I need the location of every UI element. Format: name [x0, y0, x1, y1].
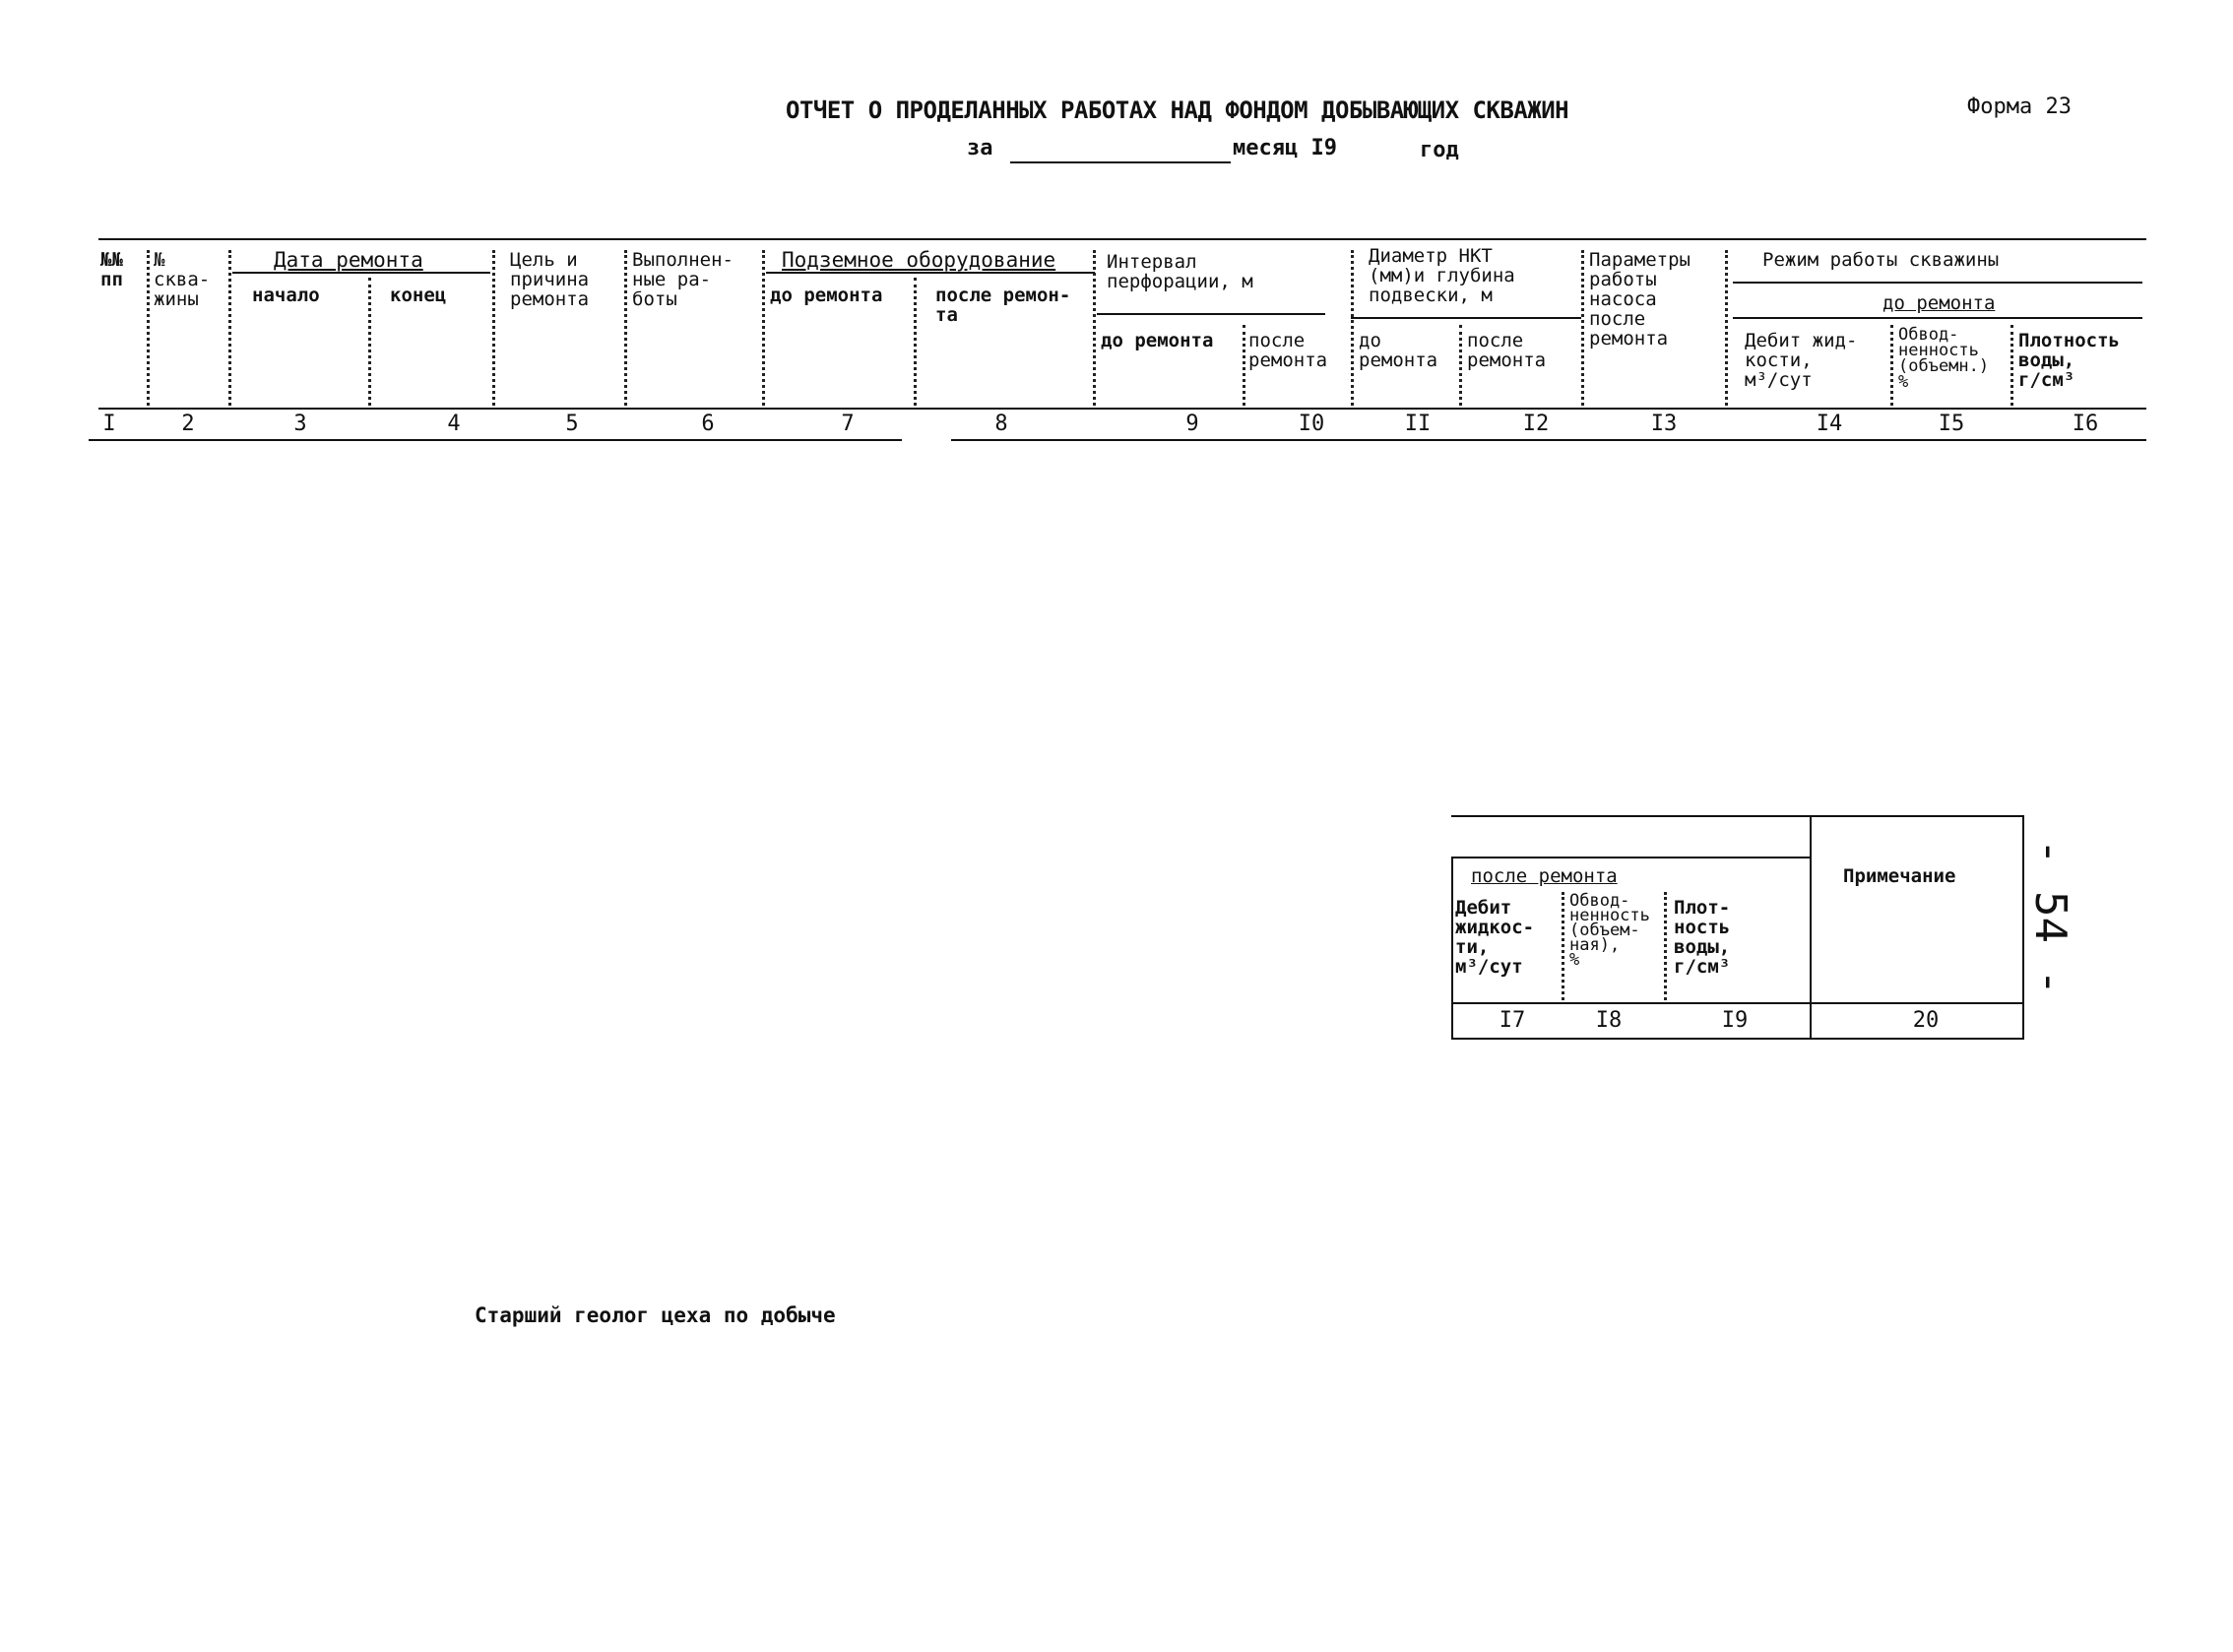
col-sep-9 — [1243, 325, 1245, 406]
form-number: Форма 23 — [1967, 95, 2072, 119]
table1-top-rule — [98, 238, 2146, 240]
table1-numbers-rule-right — [951, 439, 2146, 441]
colnum-19: I9 — [1721, 1008, 1749, 1033]
equip-group-rule — [766, 272, 1095, 274]
table2-right-border — [2022, 815, 2024, 1040]
col-sep-4 — [492, 250, 495, 406]
colnum-12: I2 — [1522, 412, 1550, 436]
mode-group-label: Режим работы скважины — [1762, 249, 2000, 271]
perf-group-label: Интервал перфорации, м — [1107, 251, 1253, 292]
colnum-7: 7 — [841, 412, 855, 436]
col-well-number: № сква- жины — [154, 249, 211, 310]
colnum-18: I8 — [1595, 1008, 1623, 1033]
col-end-date: конец — [390, 285, 447, 306]
colnum-1: I — [102, 412, 116, 436]
col-sep-6 — [762, 250, 765, 406]
table2-col-sep-1 — [1562, 892, 1564, 1000]
colnum-4: 4 — [447, 412, 461, 436]
col-perf-before: до ремонта — [1101, 330, 1214, 351]
col-liquid-rate-before: Дебит жид- кости, м³/сут — [1745, 330, 1858, 391]
nkt-group-rule — [1351, 317, 1581, 319]
col-liquid-rate-after: Дебит жидкос- ти, м³/сут — [1455, 897, 1535, 978]
col-nkt-before: до ремонта — [1359, 330, 1438, 371]
after-group-label: после ремонта — [1471, 865, 1618, 887]
colnum-2: 2 — [181, 412, 195, 436]
table2-col-sep-2 — [1664, 892, 1667, 1000]
colnum-5: 5 — [565, 412, 579, 436]
colnum-6: 6 — [701, 412, 715, 436]
col-sep-13 — [1725, 250, 1728, 406]
col-sep-14 — [1890, 325, 1893, 406]
colnum-13: I3 — [1650, 412, 1678, 436]
page-number: - 54 - — [2025, 839, 2075, 995]
col-pump-params: Параметры работы насоса после ремонта — [1589, 249, 1691, 349]
table2-bottom-rule — [1451, 1038, 2024, 1040]
period-prefix: за — [967, 136, 993, 160]
table1-numbers-rule-left — [89, 439, 902, 441]
month-year-label: месяц I9 — [1233, 136, 1337, 160]
col-sep-7 — [914, 278, 917, 406]
col-water-cut-before: Обвод- ненность (объемн.) % — [1898, 325, 1990, 392]
col-work-done: Выполнен- ные ра- боты — [632, 249, 734, 310]
colnum-20: 20 — [1912, 1008, 1940, 1033]
colnum-9: 9 — [1185, 412, 1199, 436]
col-equip-before: до ремонта — [770, 285, 883, 306]
nkt-group-label: Диаметр НКТ (мм)и глубина подвески, м — [1369, 245, 1515, 306]
table2-notes-left-border — [1810, 815, 1812, 1038]
col-water-density-after: Плот- ность воды, г/см³ — [1674, 897, 1731, 978]
colnum-3: 3 — [293, 412, 307, 436]
table2-header-bottom-rule — [1451, 1002, 2024, 1004]
report-title: ОТЧЕТ О ПРОДЕЛАННЫХ РАБОТАХ НАД ФОНДОМ ДОБЫВАЮЩИХ СКВАЖИН — [786, 96, 1569, 124]
col-sep-10 — [1351, 250, 1354, 406]
col-equip-after: после ремон- та — [935, 285, 1071, 326]
col-water-cut-after: Обвод- ненность (объем- ная), % — [1569, 891, 1650, 970]
colnum-17: I7 — [1499, 1008, 1526, 1033]
colnum-16: I6 — [2072, 412, 2099, 436]
col-water-density-before: Плотность воды, г/см³ — [2018, 330, 2120, 391]
col-notes: Примечание — [1843, 865, 1956, 887]
colnum-14: I4 — [1816, 412, 1843, 436]
col-start-date: начало — [252, 285, 320, 306]
col-row-number: №№ пп — [100, 249, 123, 290]
month-blank-line — [1010, 161, 1231, 163]
year-label: год — [1420, 138, 1459, 162]
colnum-10: I0 — [1298, 412, 1325, 436]
col-perf-after: после ремонта — [1248, 330, 1328, 371]
before-group-rule — [1733, 317, 2142, 319]
signature-line: Старший геолог цеха по добыче — [475, 1303, 836, 1327]
colnum-8: 8 — [994, 412, 1008, 436]
date-group-label: Дата ремонта — [274, 248, 423, 272]
col-sep-2 — [228, 250, 231, 406]
table1-header-bottom-rule — [98, 408, 2146, 410]
colnum-11: II — [1404, 412, 1432, 436]
table2-left-border — [1451, 857, 1453, 1040]
col-sep-1 — [147, 250, 150, 406]
col-sep-11 — [1459, 325, 1462, 406]
col-sep-12 — [1581, 250, 1584, 406]
before-group-label: до ремонта — [1882, 292, 1996, 314]
date-group-rule — [232, 272, 490, 274]
col-nkt-after: после ремонта — [1467, 330, 1547, 371]
col-sep-5 — [624, 250, 627, 406]
mode-group-rule — [1733, 282, 2142, 284]
col-sep-3 — [368, 278, 371, 406]
table2-top-rule — [1451, 815, 2024, 817]
col-repair-reason: Цель и причина ремонта — [510, 249, 590, 310]
perf-group-rule — [1097, 313, 1325, 315]
col-sep-8 — [1093, 250, 1096, 406]
colnum-15: I5 — [1938, 412, 1965, 436]
equip-group-label: Подземное оборудование — [782, 248, 1056, 272]
col-sep-15 — [2010, 325, 2013, 406]
table2-after-rule — [1451, 857, 1810, 858]
